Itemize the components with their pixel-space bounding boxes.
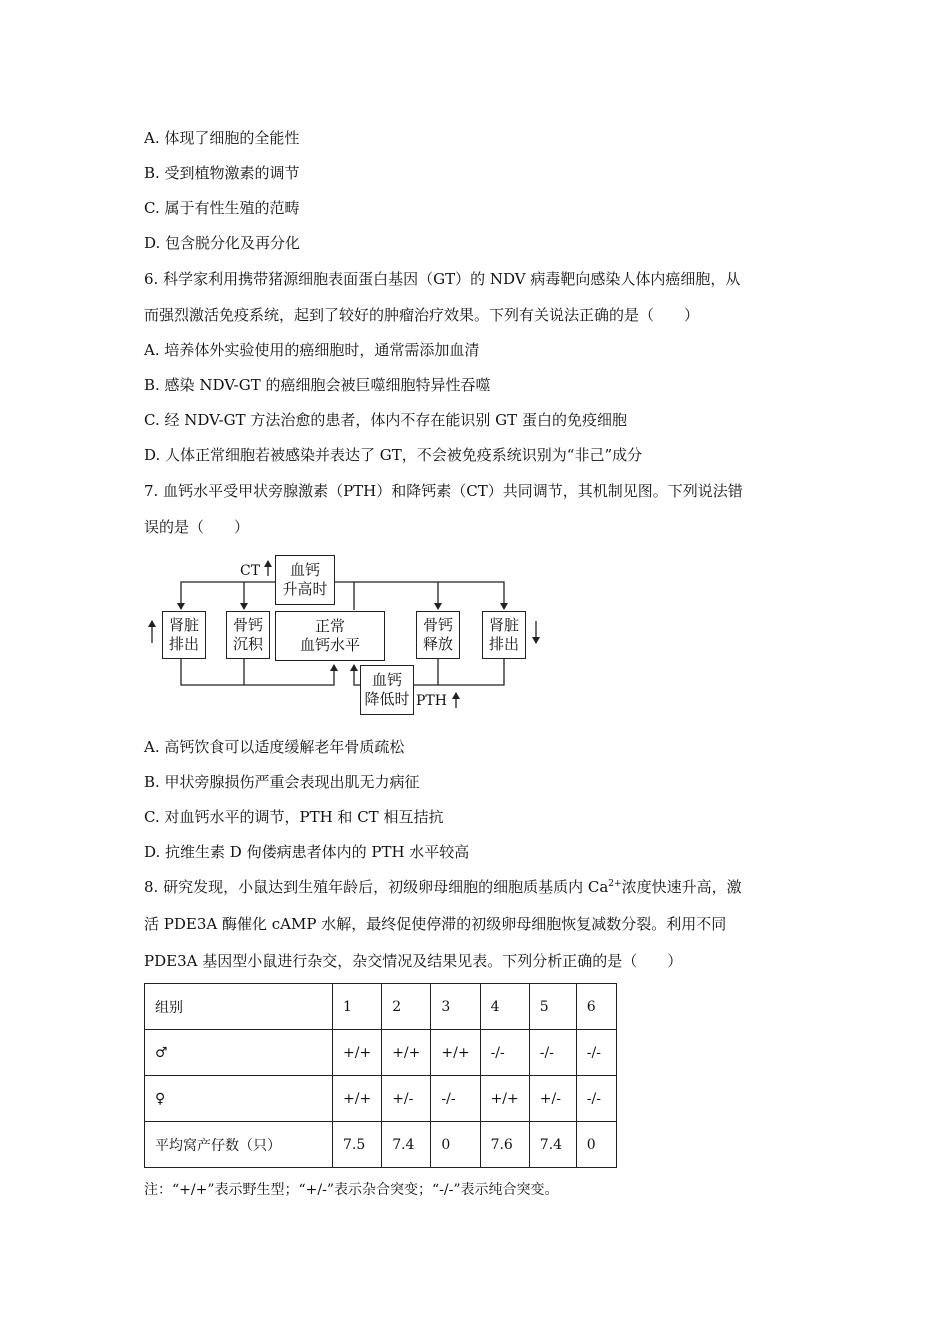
bone-deposit-line2: 沉积 bbox=[232, 635, 263, 653]
table-cell: +/- bbox=[529, 1076, 576, 1122]
table-cell: +/+ bbox=[431, 1030, 480, 1076]
table-cell: 4 bbox=[480, 984, 529, 1030]
table-cell: 7.4 bbox=[382, 1122, 431, 1168]
kidney-right-line2: 排出 bbox=[488, 635, 519, 653]
q7-option-d: D. 抗维生素 D 佝偻病患者体内的 PTH 水平较高 bbox=[144, 843, 470, 861]
q7-option-a: A. 高钙饮食可以适度缓解老年骨质疏松 bbox=[144, 738, 405, 756]
q5-option-d: D. 包含脱分化及再分化 bbox=[144, 234, 301, 252]
q8-stem-line1-a: 8. 研究发现，小鼠达到生殖年龄后，初级卵母细胞的细胞质基质内 Ca bbox=[144, 878, 609, 896]
calcium-low-line2: 降低时 bbox=[364, 690, 410, 708]
q7-stem-line2: 误的是（ ） bbox=[144, 518, 250, 536]
q8-stem-line2: 活 PDE3A 酶催化 cAMP 水解，最终促使停滞的初级卵母细胞恢复减数分裂。利用不同 bbox=[144, 915, 727, 933]
q6-stem-line2: 而强烈激活免疫系统，起到了较好的肿瘤治疗效果。下列有关说法正确的是（ ） bbox=[144, 306, 700, 324]
table-cell: ♀ bbox=[145, 1076, 333, 1122]
bone-release-line2: 释放 bbox=[422, 635, 453, 653]
calcium-low-line1: 血钙 bbox=[371, 671, 402, 689]
table-cell: -/- bbox=[576, 1030, 616, 1076]
table-cell: 5 bbox=[529, 984, 576, 1030]
bone-deposit-box bbox=[226, 611, 270, 659]
kidney-excretion-left-box bbox=[162, 611, 206, 659]
table-cell: 平均窝产仔数（只） bbox=[145, 1122, 333, 1168]
table-cell: +/+ bbox=[382, 1030, 431, 1076]
table-cell: 组别 bbox=[145, 984, 333, 1030]
normal-line2: 血钙水平 bbox=[299, 636, 360, 654]
table-row-litter-size bbox=[145, 1122, 617, 1168]
kidney-left-line2: 排出 bbox=[168, 635, 199, 653]
calcium-low-box bbox=[360, 665, 414, 715]
kidney-excretion-right-box bbox=[482, 611, 526, 659]
q5-option-c: C. 属于有性生殖的范畴 bbox=[144, 199, 300, 217]
cross-results-table bbox=[144, 983, 617, 1168]
q6-option-b: B. 感染 NDV-GT 的癌细胞会被巨噬细胞特异性吞噬 bbox=[144, 376, 491, 394]
q7-option-c: C. 对血钙水平的调节，PTH 和 CT 相互拮抗 bbox=[144, 808, 444, 826]
calcium-high-line2: 升高时 bbox=[282, 580, 328, 598]
calcium-high-line1: 血钙 bbox=[289, 561, 320, 579]
table-cell: -/- bbox=[431, 1076, 480, 1122]
normal-line1: 正常 bbox=[314, 617, 345, 635]
table-cell: 3 bbox=[431, 984, 480, 1030]
q7-option-b: B. 甲状旁腺损伤严重会表现出肌无力病征 bbox=[144, 773, 420, 791]
normal-calcium-box bbox=[275, 611, 385, 661]
table-cell: 7.5 bbox=[333, 1122, 382, 1168]
table-header-row bbox=[145, 984, 617, 1030]
table-cell: -/- bbox=[529, 1030, 576, 1076]
table-cell: +/+ bbox=[480, 1076, 529, 1122]
table-cell: 0 bbox=[431, 1122, 480, 1168]
bone-release-box bbox=[416, 611, 460, 659]
pth-label: PTH bbox=[416, 693, 447, 709]
q6-option-d: D. 人体正常细胞若被感染并表达了 GT，不会被免疫系统识别为“非己”成分 bbox=[144, 446, 643, 464]
calcium-high-box bbox=[275, 555, 335, 605]
q5-option-a: A. 体现了细胞的全能性 bbox=[144, 129, 300, 147]
q8-stem-line1-b: 浓度快速升高，激 bbox=[621, 878, 742, 896]
bone-release-line1: 骨钙 bbox=[422, 616, 453, 634]
kidney-left-line1: 肾脏 bbox=[168, 616, 199, 634]
table-cell: 2 bbox=[382, 984, 431, 1030]
table-note: 注：“+/+”表示野生型；“+/-”表示杂合突变；“-/-”表示纯合突变。 bbox=[144, 1182, 559, 1198]
q6-option-c: C. 经 NDV-GT 方法治愈的患者，体内不存在能识别 GT 蛋白的免疫细胞 bbox=[144, 411, 627, 429]
table-cell: -/- bbox=[576, 1076, 616, 1122]
bone-deposit-line1: 骨钙 bbox=[232, 616, 263, 634]
ct-label: CT bbox=[240, 563, 261, 579]
table-cell: 1 bbox=[333, 984, 382, 1030]
calcium-regulation-diagram bbox=[144, 553, 564, 718]
q8-calcium-charge: 2+ bbox=[608, 879, 622, 889]
table-cell: +/+ bbox=[333, 1030, 382, 1076]
q6-option-a: A. 培养体外实验使用的癌细胞时，通常需添加血清 bbox=[144, 341, 480, 359]
table-row-female bbox=[145, 1076, 617, 1122]
table-cell: +/+ bbox=[333, 1076, 382, 1122]
q8-stem-line3: PDE3A 基因型小鼠进行杂交，杂交情况及结果见表。下列分析正确的是（ ） bbox=[144, 952, 683, 970]
q7-stem-line1: 7. 血钙水平受甲状旁腺激素（PTH）和降钙素（CT）共同调节，其机制见图。下列说法错 bbox=[144, 482, 743, 500]
q8-stem-line1 bbox=[144, 877, 742, 897]
table-cell: 7.6 bbox=[480, 1122, 529, 1168]
q5-option-b: B. 受到植物激素的调节 bbox=[144, 164, 300, 182]
q6-stem-line1: 6. 科学家利用携带猪源细胞表面蛋白基因（GT）的 NDV 病毒靶向感染人体内癌细胞，从 bbox=[144, 270, 741, 288]
kidney-right-line1: 肾脏 bbox=[488, 616, 519, 634]
table-cell: 6 bbox=[576, 984, 616, 1030]
table-cell: +/- bbox=[382, 1076, 431, 1122]
table-row-male bbox=[145, 1030, 617, 1076]
table-cell: ♂ bbox=[145, 1030, 333, 1076]
table-cell: 0 bbox=[576, 1122, 616, 1168]
table-cell: -/- bbox=[480, 1030, 529, 1076]
table-cell: 7.4 bbox=[529, 1122, 576, 1168]
